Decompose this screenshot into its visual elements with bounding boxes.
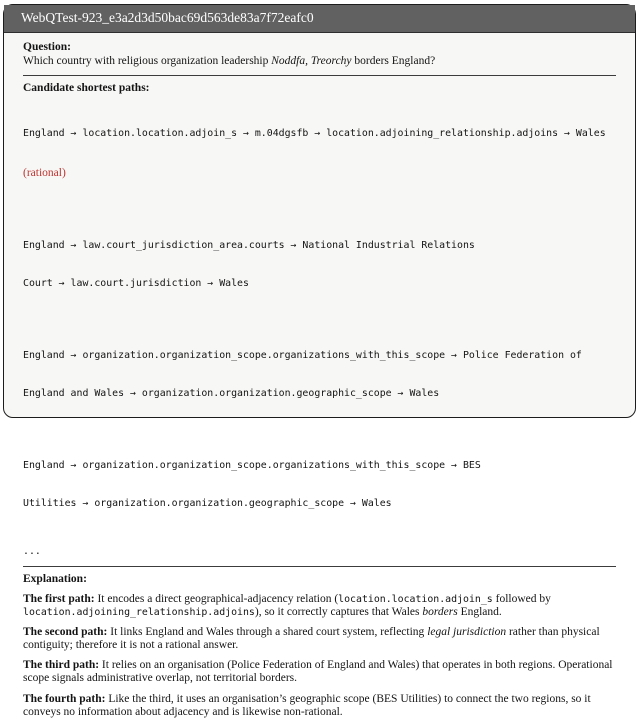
path-line: England → location.location.adjoin_s → m.04dgsfb → location.adjoining_relationship.adjoins → Wales	[23, 127, 606, 139]
text-run: followed by	[492, 592, 551, 605]
webqtest-example-card	[3, 4, 636, 718]
candidate-path-2	[23, 214, 616, 317]
explanation-label: Explanation:	[23, 572, 87, 585]
text-run: ), so it correctly captures that Wales	[254, 605, 423, 618]
path-line: Court → law.court.jurisdiction → Wales	[23, 278, 249, 290]
text-run: borders England?	[351, 54, 436, 67]
question-label: Question:	[23, 40, 71, 53]
text-run: It links England and Wales through a shared court system, reflecting	[107, 626, 428, 639]
text-run: England.	[457, 605, 502, 618]
text-run: Which country with religious organization leadership	[23, 54, 272, 67]
explanation-paragraph-2	[23, 626, 616, 652]
candidate-path-1	[23, 102, 616, 207]
text-run-c: location.adjoining_relationship.adjoins	[23, 606, 255, 618]
text-run-i: borders	[422, 605, 458, 618]
text-run: Like the third, it uses an organisation’s geographic scope (BES Utilities) to connect the two regions, so it conveys no information about adjacency and is likewise non-rational.	[23, 692, 591, 718]
text-run-c: location.location.adjoin_s	[338, 593, 493, 605]
card-title: WebQTest-923_e3a2d3d50bac69d563de83a7f72eafc0	[4, 5, 635, 33]
path-line: Utilities → organization.organization.geographic_scope → Wales	[23, 498, 392, 510]
text-run-b: The fourth path:	[23, 692, 106, 705]
path-line: England → organization.organization_scope.organizations_with_this_scope → Police Federation of	[23, 349, 582, 361]
explanation-paragraph-3	[23, 659, 616, 685]
path-line: England → law.court_jurisdiction_area.courts → National Industrial Relations	[23, 239, 475, 251]
text-run-i: Noddfa, Treorchy	[271, 54, 352, 67]
path-line: England → organization.organization_scope.organizations_with_this_scope → BES	[23, 459, 481, 471]
question-text	[23, 55, 616, 68]
text-run-b: The second path:	[23, 626, 108, 639]
explanation-paragraph-1	[23, 593, 616, 619]
divider	[23, 566, 616, 567]
card-body	[4, 33, 635, 725]
text-run: It relies on an organisation (Police Federation of England and Wales) that operates in both regions. Operational scope signals administrative overlap, not territorial borders.	[23, 659, 613, 685]
candidate-paths-label: Candidate shortest paths:	[23, 81, 150, 94]
candidate-path-4	[23, 434, 616, 537]
divider	[23, 75, 616, 76]
text-run-b: The third path:	[23, 659, 100, 672]
text-run: rather than physical contiguity; therefore it is not a rational answer.	[23, 626, 600, 652]
text-run: It encodes a direct geographical-adjacency relation (	[94, 592, 339, 605]
rational-tag: (rational)	[23, 167, 66, 180]
paths-ellipsis: ...	[23, 545, 41, 557]
explanation-paragraph-4	[23, 693, 616, 719]
text-run-i: legal jurisdiction	[427, 626, 507, 639]
candidate-path-3	[23, 324, 616, 427]
text-run-b: The first path:	[23, 592, 95, 605]
path-line: England and Wales → organization.organization.geographic_scope → Wales	[23, 388, 440, 400]
